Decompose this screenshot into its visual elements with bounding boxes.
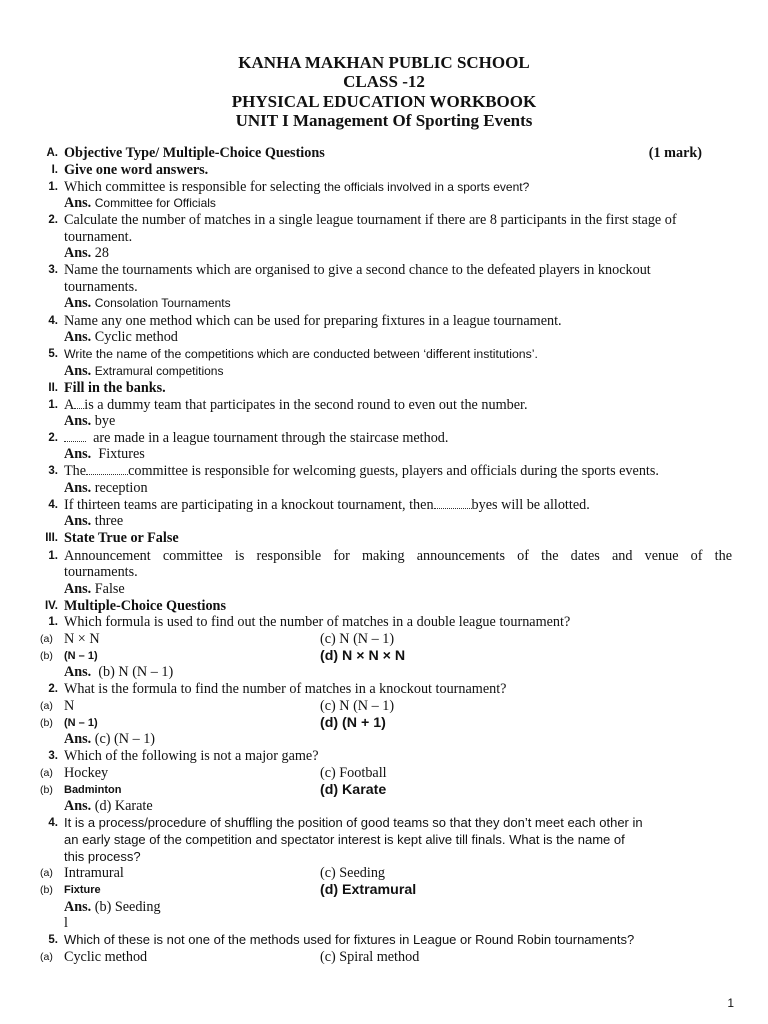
question-number: 3. xyxy=(48,750,58,762)
option-label: (a) xyxy=(40,633,53,645)
option-d: (d) N × N × N xyxy=(320,648,406,664)
option-b: (N – 1) xyxy=(64,717,98,729)
answer: Ans. (b) Seeding xyxy=(64,899,161,915)
answer: Ans. (d) Karate xyxy=(64,798,153,814)
question-number: 3. xyxy=(48,264,58,276)
answer: Ans. bye xyxy=(64,413,116,429)
question-text: A is a dummy team that participates in the second round to even out the number. xyxy=(64,397,528,413)
answer: Ans. three xyxy=(64,513,124,529)
section-heading: Give one word answers. xyxy=(64,162,209,178)
option-label: (a) xyxy=(40,867,53,879)
question-text: Calculate the number of matches in a single league tournament if there are 8 participants in the first stage of xyxy=(64,212,677,228)
section-title: Objective Type/ Multiple-Choice Questions xyxy=(64,145,325,161)
option-c: (c) Football xyxy=(320,765,387,781)
answer: Ans. reception xyxy=(64,480,148,496)
option-a: Intramural xyxy=(64,865,124,881)
blank-line xyxy=(64,431,86,442)
stray-mark: l xyxy=(64,915,68,931)
question-number: 3. xyxy=(48,465,58,477)
question-text: Which committee is responsible for selecting the officials involved in a sports event? xyxy=(64,179,530,195)
question-text: Name the tournaments which are organised to give a second chance to the defeated players in knockout xyxy=(64,262,651,278)
answer: Ans. Extramural competitions xyxy=(64,363,224,379)
option-c: (c) Seeding xyxy=(320,865,386,881)
option-b: (N – 1) xyxy=(64,650,98,662)
question-number: 4. xyxy=(48,315,58,327)
workbook-title: PHYSICAL EDUCATION WORKBOOK xyxy=(231,92,537,111)
question-text: Name any one method which can be used for preparing fixtures in a league tournament. xyxy=(64,313,562,329)
question-text: What is the formula to find the number of matches in a knockout tournament? xyxy=(64,681,507,697)
question-number: 4. xyxy=(48,499,58,511)
section-heading: State True or False xyxy=(64,530,179,546)
question-text: The committee is responsible for welcoming guests, players and officials during the sports events. xyxy=(64,463,659,479)
answer: Ans. (c) (N – 1) xyxy=(64,731,156,747)
option-c: (c) N (N – 1) xyxy=(320,698,395,714)
option-a: Hockey xyxy=(64,765,109,781)
option-b: Fixture xyxy=(64,884,101,896)
question-number: 1. xyxy=(48,399,58,411)
question-number: 4. xyxy=(48,817,58,829)
question-number: 1. xyxy=(48,181,58,193)
question-number: 2. xyxy=(48,683,58,695)
page-number: 1 xyxy=(727,996,734,1010)
question-text: Announcement committee is responsible for making announcements of the dates and venue of the xyxy=(64,548,732,564)
option-a: Cyclic method xyxy=(64,949,148,965)
option-label: (a) xyxy=(40,700,53,712)
school-name: KANHA MAKHAN PUBLIC SCHOOL xyxy=(238,53,530,72)
question-text: Write the name of the competitions which are conducted between ‘different institutions’. xyxy=(64,347,538,361)
section-number: III. xyxy=(45,532,58,544)
option-label: (a) xyxy=(40,951,53,963)
question-text-cont: tournaments. xyxy=(64,279,138,295)
question-number: 2. xyxy=(48,214,58,226)
section-number: II. xyxy=(48,382,58,394)
section-letter: A. xyxy=(46,147,58,159)
option-label: (b) xyxy=(40,784,53,796)
question-text: Which of these is not one of the methods used for fixtures in League or Round Robin tournaments? xyxy=(64,932,635,947)
section-number: I. xyxy=(51,164,58,176)
option-label: (b) xyxy=(40,650,53,662)
question-text-cont: tournaments. xyxy=(64,564,138,580)
question-text-cont: an early stage of the competition and spectator interest is kept alive till finals. What is the name of xyxy=(64,832,625,847)
answer: Ans. Cyclic method xyxy=(64,329,178,345)
question-number: 5. xyxy=(48,348,58,360)
question-number: 1. xyxy=(48,616,58,628)
answer: Ans. Committee for Officials xyxy=(64,195,216,211)
answer: Ans. False xyxy=(64,581,125,597)
option-d: (d) Extramural xyxy=(320,882,417,898)
option-label: (a) xyxy=(40,767,53,779)
option-c: (c) N (N – 1) xyxy=(320,631,395,647)
option-label: (b) xyxy=(40,717,53,729)
question-text: It is a process/procedure of shuffling the position of good teams so that they don’t meet each other in xyxy=(64,815,643,830)
option-a: N × N xyxy=(64,631,100,647)
answer: Ans. (b) N (N – 1) xyxy=(64,664,174,680)
blank-line xyxy=(74,398,84,409)
option-d: (d) Karate xyxy=(320,782,387,798)
option-d: (d) (N + 1) xyxy=(320,715,386,731)
section-heading: Multiple-Choice Questions xyxy=(64,598,226,614)
question-number: 5. xyxy=(48,934,58,946)
blank-line xyxy=(434,498,472,509)
answer: Ans. Fixtures xyxy=(64,446,145,462)
class-title: CLASS -12 xyxy=(343,72,425,91)
unit-title: UNIT I Management Of Sporting Events xyxy=(235,111,533,130)
question-text-cont: this process? xyxy=(64,849,141,864)
answer: Ans. 28 xyxy=(64,245,109,261)
question-text: are made in a league tournament through the staircase method. xyxy=(64,430,732,447)
option-label: (b) xyxy=(40,884,53,896)
question-number: 1. xyxy=(48,550,58,562)
section-heading: Fill in the banks. xyxy=(64,380,166,396)
question-text: Which of the following is not a major game? xyxy=(64,748,319,764)
section-marks: (1 mark) xyxy=(648,145,702,161)
question-text: If thirteen teams are participating in a knockout tournament, then byes will be allotted. xyxy=(64,497,590,513)
blank-line xyxy=(86,464,128,475)
option-b: Badminton xyxy=(64,784,122,796)
question-text-cont: tournament. xyxy=(64,229,133,245)
option-c: (c) Spiral method xyxy=(320,949,420,965)
question-text: Which formula is used to find out the number of matches in a double league tournament? xyxy=(64,614,571,630)
option-a: N xyxy=(64,698,75,714)
question-number: 2. xyxy=(48,432,58,444)
section-number: IV. xyxy=(44,600,58,612)
answer: Ans. Consolation Tournaments xyxy=(64,295,231,311)
